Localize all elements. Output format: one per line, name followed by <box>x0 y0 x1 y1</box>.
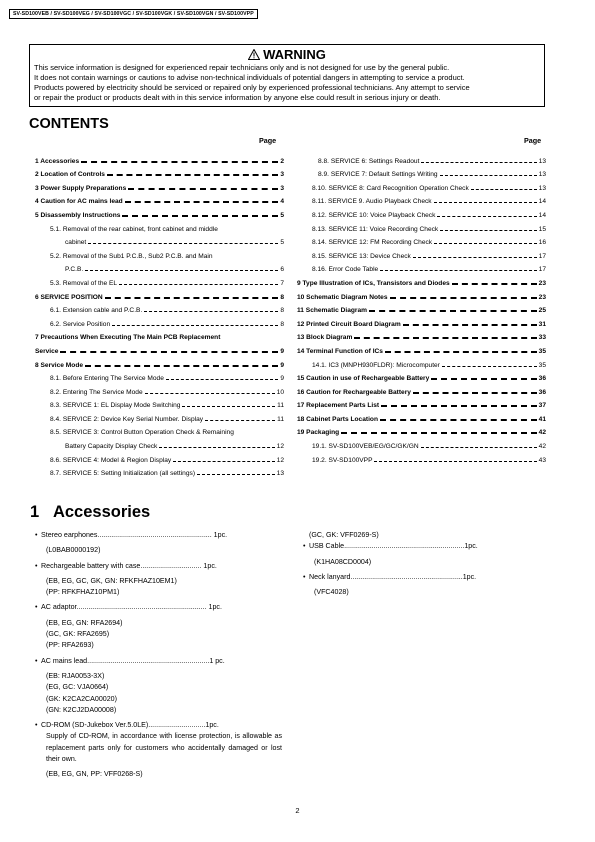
toc-dot-leader <box>182 406 275 407</box>
accessory-name: CD-ROM (SD-Jukebox Ver.5.0LE).............................1pc. <box>41 721 219 730</box>
toc-entry-title: 8.14. SERVICE 12: FM Recording Check <box>312 239 433 247</box>
toc-entry-title: 16 Caution for Rechargeable Battery <box>297 388 411 396</box>
accessory-part-number: (L0BAB0000192) <box>46 546 101 555</box>
accessory-item <box>36 530 282 557</box>
toc-entry-title: 5.3. Removal of the EL <box>50 279 118 287</box>
toc-entry[interactable] <box>35 328 284 342</box>
bullet-icon: • <box>35 721 38 730</box>
toc-dot-leader <box>145 393 275 394</box>
accessory-name: AC adaptor.................................................................. 1pc. <box>41 603 222 612</box>
toc-entry-title: 8.10. SERVICE 8: Card Recognition Operation Check <box>312 184 469 192</box>
toc-entry-title: 8.5. SERVICE 3: Control Button Operation Check & Remaining <box>50 429 234 437</box>
toc-entry-title: 9 Type Illustration of ICs, Transistors and Diodes <box>297 279 450 287</box>
accessory-part-number: (GK: K2CA2CA00020) <box>46 694 117 703</box>
toc-dot-leader <box>421 447 537 448</box>
toc-entry[interactable] <box>35 219 284 233</box>
warning-triangle-icon <box>248 49 260 60</box>
toc-dot-leader <box>369 310 537 312</box>
toc-entry-title: 8.16. Error Code Table <box>312 266 379 274</box>
accessory-part-number: (EG, GC: VJA0664) <box>46 683 109 692</box>
toc-entry-page: 8 <box>280 307 284 315</box>
toc-entry-page: 14 <box>538 211 546 219</box>
toc-dot-leader <box>434 243 537 244</box>
toc-entry-title: 11 Schematic Diagram <box>297 307 368 315</box>
toc-dot-leader <box>205 420 275 421</box>
toc-dot-leader <box>434 202 537 203</box>
toc-entry[interactable] <box>35 355 284 369</box>
accessory-item <box>36 720 282 780</box>
warning-line: or repair the product or products dealt with in this service information by anyone else could result in serious injury or death. <box>34 93 441 102</box>
toc-entry-title: 6.2. Service Position <box>50 320 111 328</box>
toc-entry-title: cabinet <box>65 239 87 247</box>
toc-entry-page: 17 <box>538 266 546 274</box>
toc-entry[interactable] <box>35 205 284 219</box>
page-column-header-left: Page <box>259 136 277 145</box>
toc-dot-leader <box>442 366 537 367</box>
toc-dot-leader <box>381 405 537 407</box>
toc-entry-page: 23 <box>538 293 546 301</box>
model-number-header: SV-SD100VEB / SV-SD100VEG / SV-SD100VGC / SV-SD100VGK / SV-SD100VGN / SV-SD100VPP <box>9 9 258 19</box>
toc-entry-title: 10 Schematic Diagram Notes <box>297 293 388 301</box>
toc-entry-title: 5 Disassembly Instructions <box>35 211 121 219</box>
toc-entry-page: 35 <box>538 347 546 355</box>
toc-left-column <box>35 151 284 477</box>
toc-entry-page: 36 <box>538 388 546 396</box>
toc-entry-page: 3 <box>280 171 284 179</box>
toc-dot-leader <box>60 351 278 353</box>
toc-entry[interactable] <box>35 464 284 478</box>
toc-entry[interactable] <box>35 409 284 423</box>
toc-entry-page: 12 <box>276 456 284 464</box>
toc-entry-page: 16 <box>538 239 546 247</box>
toc-entry-title: 3 Power Supply Preparations <box>35 184 127 192</box>
toc-entry-title: 8.13. SERVICE 11: Voice Recording Check <box>312 225 439 233</box>
toc-entry[interactable] <box>35 436 284 450</box>
toc-entry-page: 43 <box>538 456 546 464</box>
accessory-name: AC mains lead..............................................................1 pc. <box>41 656 225 665</box>
toc-dot-leader <box>440 230 536 231</box>
toc-entry[interactable] <box>35 233 284 247</box>
toc-entry[interactable] <box>297 369 546 383</box>
toc-entry-page: 8 <box>280 320 284 328</box>
toc-entry[interactable] <box>297 423 546 437</box>
toc-entry-title: 14.1. IC3 (MNPH930FLDR): Microcomputer <box>312 361 440 369</box>
toc-dot-leader <box>112 325 278 326</box>
toc-dot-leader <box>354 337 536 339</box>
toc-entry-page: 5 <box>280 211 284 219</box>
toc-entry-page: 33 <box>538 334 546 342</box>
bullet-icon: • <box>35 561 38 570</box>
toc-entry[interactable] <box>35 369 284 383</box>
toc-entry-title: 8.12. SERVICE 10: Voice Playback Check <box>312 211 436 219</box>
toc-entry-page: 5 <box>280 239 284 247</box>
toc-entry-title: 17 Replacement Parts List <box>297 402 380 410</box>
toc-entry[interactable] <box>35 273 284 287</box>
toc-entry-title: 6.1. Extension cable and P.C.B. <box>50 307 143 315</box>
toc-dot-leader <box>471 189 537 190</box>
toc-entry[interactable] <box>297 165 546 179</box>
toc-entry-title: 19.2. SV-SD100VPP <box>312 456 373 464</box>
toc-entry-page: 23 <box>538 279 546 287</box>
toc-entry-title: 15 Caution in use of Rechargeable Battery <box>297 375 430 383</box>
toc-entry-page: 11 <box>277 402 284 410</box>
toc-entry-title: Battery Capacity Display Check <box>65 443 158 451</box>
accessory-item <box>36 561 282 599</box>
toc-entry-title: 8.3. SERVICE 1: EL Display Mode Switching <box>50 402 181 410</box>
warning-line: This service information is designed for experienced repair technicians only and is not designed for use by the general public. <box>34 63 450 72</box>
warning-text <box>30 63 544 103</box>
toc-entry-title: 8.15. SERVICE 13: Device Check <box>312 252 411 260</box>
toc-entry-page: 36 <box>538 375 546 383</box>
toc-entry-page: 13 <box>538 184 546 192</box>
toc-entry-page: 14 <box>538 198 546 206</box>
toc-entry[interactable] <box>35 314 284 328</box>
toc-dot-leader <box>413 257 537 258</box>
toc-entry-page: 2 <box>280 157 284 165</box>
toc-entry-title: 1 Accessories <box>35 157 80 165</box>
toc-entry-title: 19 Packaging <box>297 429 340 437</box>
toc-entry[interactable] <box>297 301 546 315</box>
toc-entry-page: 31 <box>538 320 546 328</box>
toc-entry[interactable] <box>297 314 546 328</box>
toc-entry[interactable] <box>35 423 284 437</box>
accessory-part-number: (PP: RFKFHAZ10PM1) <box>46 588 120 597</box>
toc-entry-page: 12 <box>276 443 284 451</box>
toc-entry-title: P.C.B. <box>65 266 84 274</box>
toc-dot-leader <box>122 215 278 217</box>
toc-entry-title: 8.1. Before Entering The Service Mode <box>50 375 164 383</box>
toc-entry[interactable] <box>35 301 284 315</box>
section-title <box>30 503 150 522</box>
accessory-item <box>36 602 282 651</box>
accessory-part-number: (GC, GK: VFF0269-S) <box>309 531 379 539</box>
toc-entry-page: 15 <box>538 225 546 233</box>
toc-entry-title: 18 Cabinet Parts Location <box>297 415 378 423</box>
accessories-left-column <box>36 530 282 781</box>
toc-entry[interactable] <box>35 192 284 206</box>
toc-entry-page: 4 <box>280 198 284 206</box>
accessories-right-column <box>304 530 544 598</box>
toc-entry-title: Service <box>35 347 59 355</box>
toc-dot-leader <box>437 216 536 217</box>
toc-entry[interactable] <box>297 273 546 287</box>
toc-dot-leader <box>128 188 278 190</box>
toc-entry-title: 4 Caution for AC mains lead <box>35 198 123 206</box>
accessory-item <box>304 541 544 568</box>
toc-dot-leader <box>81 161 278 163</box>
toc-entry[interactable] <box>297 287 546 301</box>
bullet-icon: • <box>303 542 306 551</box>
toc-dot-leader <box>374 461 536 462</box>
accessory-part-number: (EB, EG, GC, GK, GN: RFKFHAZ10EM1) <box>46 576 177 585</box>
toc-entry-page: 11 <box>277 415 284 423</box>
toc-entry-title: 8.11. SERVICE 9. Audio Playback Check <box>312 198 432 206</box>
toc-entry-page: 37 <box>538 402 546 410</box>
accessory-name: USB Cable.............................................................1pc. <box>309 542 478 551</box>
warning-box <box>29 44 545 107</box>
toc-dot-leader <box>144 311 278 312</box>
accessory-part-number: (PP: RFA2693) <box>46 641 94 650</box>
toc-entry-title: 8.6. SERVICE 4: Model & Region Display <box>50 456 172 464</box>
toc-dot-leader <box>197 474 275 475</box>
toc-entry[interactable] <box>297 246 546 260</box>
toc-dot-leader <box>403 324 537 326</box>
toc-entry[interactable] <box>35 246 284 260</box>
toc-entry[interactable] <box>35 382 284 396</box>
toc-entry-title: 5.1. Removal of the rear cabinet, front cabinet and middle <box>50 225 218 233</box>
toc-entry-page: 42 <box>538 443 546 451</box>
toc-dot-leader <box>88 243 278 244</box>
toc-dot-leader <box>125 201 279 203</box>
toc-entry-page: 10 <box>276 388 284 396</box>
toc-entry-page: 13 <box>538 157 546 165</box>
toc-entry-page: 42 <box>538 429 546 437</box>
toc-entry-page: 8 <box>280 293 284 301</box>
accessory-name: Stereo earphones.......................................................... 1pc. <box>41 531 228 539</box>
toc-entry[interactable] <box>297 341 546 355</box>
bullet-icon: • <box>35 531 38 539</box>
toc-dot-leader <box>341 432 537 434</box>
toc-entry[interactable] <box>297 192 546 206</box>
toc-entry-page: 9 <box>280 375 284 383</box>
toc-entry[interactable] <box>297 205 546 219</box>
toc-entry-title: 2 Location of Controls <box>35 171 105 179</box>
accessory-name: Rechargeable battery with case............................... 1pc. <box>41 561 217 570</box>
toc-entry[interactable] <box>35 151 284 165</box>
toc-entry-title: 8 Service Mode <box>35 361 84 369</box>
toc-dot-leader <box>421 162 536 163</box>
toc-entry[interactable] <box>297 409 546 423</box>
toc-dot-leader <box>385 351 537 353</box>
accessory-part-number: (EB: RJA0053-3X) <box>46 671 105 680</box>
toc-entry[interactable] <box>297 396 546 410</box>
toc-entry-page: 17 <box>538 252 546 260</box>
toc-entry-page: 9 <box>280 347 284 355</box>
toc-entry-page: 13 <box>276 470 284 478</box>
toc-dot-leader <box>159 447 274 448</box>
bullet-icon: • <box>35 603 38 612</box>
warning-line: Products powered by electricity should be serviced or repaired only by experienced professional technicians. Any attempt to service <box>34 83 470 92</box>
toc-entry[interactable] <box>297 355 546 369</box>
toc-entry-title: 13 Block Diagram <box>297 334 353 342</box>
toc-dot-leader <box>380 419 537 421</box>
accessory-part-number: (GN: K2CJ2DA00008) <box>46 705 117 714</box>
accessory-part-number: (EB, EG, GN: RFA2694) <box>46 618 123 627</box>
toc-dot-leader <box>431 378 536 380</box>
toc-dot-leader <box>173 461 274 462</box>
toc-dot-leader <box>166 379 278 380</box>
toc-entry-page: 41 <box>538 415 546 423</box>
toc-entry-title: 19.1. SV-SD100VEB/EG/GC/GK/GN <box>312 443 419 451</box>
toc-entry-title: 12 Printed Circuit Board Diagram <box>297 320 401 328</box>
section-title-text: Accessories <box>52 503 151 521</box>
toc-dot-leader <box>452 283 537 285</box>
toc-entry[interactable] <box>35 165 284 179</box>
toc-entry-title: 6 SERVICE POSITION <box>35 293 103 301</box>
toc-entry[interactable] <box>297 382 546 396</box>
toc-entry-title: 14 Terminal Function of ICs <box>297 347 383 355</box>
accessory-item <box>304 572 544 599</box>
toc-dot-leader <box>440 175 537 176</box>
toc-entry[interactable] <box>35 450 284 464</box>
toc-dot-leader <box>390 297 537 299</box>
toc-entry-title: 8.4. SERVICE 2: Device Key Serial Number. Display <box>50 415 204 423</box>
toc-entry[interactable] <box>297 328 546 342</box>
accessory-part-number: (GC, GK: RFA2695) <box>46 630 110 639</box>
page-column-header-right: Page <box>524 136 542 145</box>
toc-dot-leader <box>413 392 537 394</box>
toc-dot-leader <box>119 284 278 285</box>
toc-entry[interactable] <box>297 219 546 233</box>
page-number: 2 <box>295 806 300 815</box>
toc-dot-leader <box>107 174 278 176</box>
toc-entry[interactable] <box>297 178 546 192</box>
toc-entry[interactable] <box>35 396 284 410</box>
bullet-icon: • <box>303 572 306 581</box>
toc-dot-leader <box>85 365 278 367</box>
toc-entry[interactable] <box>297 450 546 464</box>
toc-entry[interactable] <box>35 260 284 274</box>
warning-title <box>30 47 544 63</box>
toc-entry[interactable] <box>297 436 546 450</box>
toc-entry[interactable] <box>35 287 284 301</box>
accessory-item <box>36 656 282 716</box>
toc-entry-title: 8.7. SERVICE 5: Setting Initialization (all settings) <box>50 470 196 478</box>
toc-entry[interactable] <box>35 341 284 355</box>
toc-entry[interactable] <box>297 233 546 247</box>
contents-title: CONTENTS <box>29 116 109 132</box>
toc-entry-title: 5.2. Removal of the Sub1 P.C.B., Sub2 P.C.B. and Main <box>50 252 213 260</box>
toc-entry-page: 25 <box>538 307 546 315</box>
toc-entry[interactable] <box>35 178 284 192</box>
toc-entry-page: 6 <box>280 266 284 274</box>
accessory-part-number: (K1HA08CD0004) <box>314 557 372 566</box>
toc-entry-title: 8.2. Entering The Service Mode <box>50 388 143 396</box>
toc-dot-leader <box>85 270 278 271</box>
warning-title-text: WARNING <box>263 47 326 62</box>
accessory-name: Neck lanyard.........................................................1pc. <box>309 572 477 581</box>
bullet-icon: • <box>35 656 38 665</box>
accessory-part-number: (VFC4028) <box>314 588 349 597</box>
toc-dot-leader <box>105 297 279 299</box>
toc-entry-title: 8.8. SERVICE 6: Settings Readout <box>318 157 420 165</box>
toc-entry-page: 3 <box>280 184 284 192</box>
toc-entry-page: 35 <box>538 361 546 369</box>
toc-entry[interactable] <box>297 260 546 274</box>
toc-entry-page: 9 <box>280 361 284 369</box>
accessory-part-number: (EB, EG, GN, PP: VFF0268-S) <box>46 770 143 779</box>
toc-entry[interactable] <box>297 151 546 165</box>
toc-right-column <box>297 151 546 464</box>
toc-entry-page: 13 <box>538 171 546 179</box>
accessory-note: Supply of CD-ROM, in accordance with license protection, is allowable as replacement parts only for customers who accidentally damaged or lost their own. <box>46 732 282 764</box>
warning-line: It does not contain warnings or cautions to advise non-technical individuals of potential dangers in attempting to service a product. <box>34 73 465 82</box>
toc-entry-page: 7 <box>280 279 284 287</box>
toc-entry-title: 8.9. SERVICE 7: Default Settings Writing <box>318 171 438 179</box>
toc-entry-title: 7 Precautions When Executing The Main PCB Replacement <box>35 334 221 342</box>
toc-dot-leader <box>380 270 536 271</box>
section-number: 1 <box>30 503 40 521</box>
